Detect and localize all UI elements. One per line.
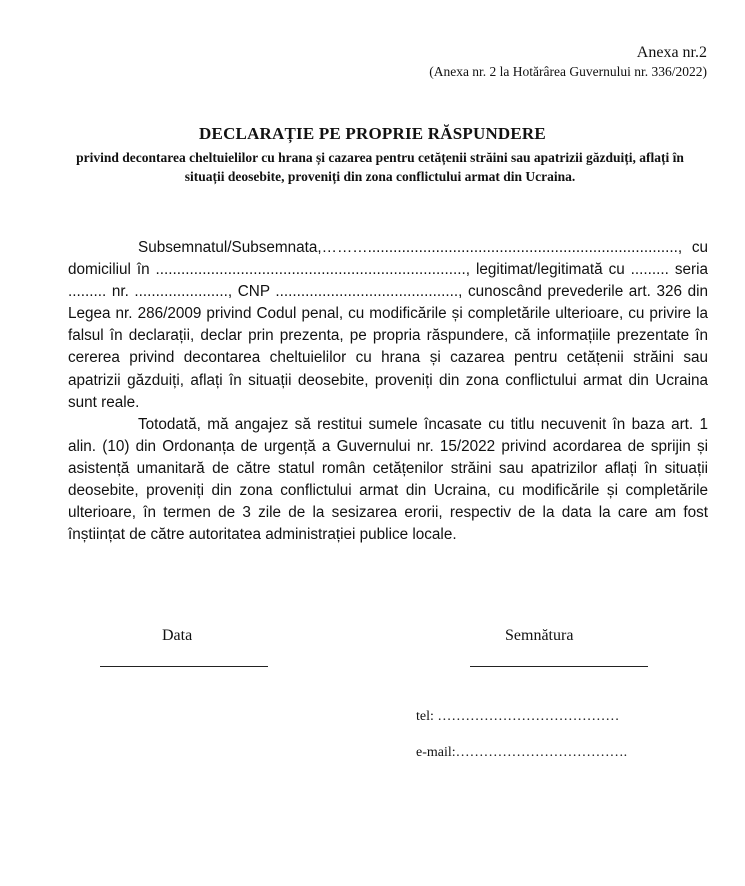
declaration-paragraph: Subsemnatul/Subsemnata,………........................................................................., cu domiciliul în ........................................................................., legitimat/legitimată cu ......... seria ......... nr. ......................, CNP ..........................................., cunoscând prevederile art. 326 din Legea nr. 286/2009 privind Codul penal, cu modificările și completările ulterioare, cu privire la falsul în declarații, declar prin prezenta, pe propria răspundere, că informațiile prezentate în cererea privind decontarea cheltuielilor cu hrana și cazarea pentru cetățenii străini sau apatrizii găzduiți, aflați în situații deosebite, proveniți din zona conflictului armat din Ucraina sunt reale.	[68, 239, 708, 411]
tel-field: tel: …………………………………	[416, 709, 620, 724]
date-line	[100, 666, 268, 667]
signature-line	[470, 666, 648, 667]
signature-label: Semnătura	[505, 627, 574, 644]
declaration-body	[68, 237, 708, 546]
document-title: DECLARAȚIE PE PROPRIE RĂSPUNDERE	[199, 124, 546, 143]
annex-reference: (Anexa nr. 2 la Hotărârea Guvernului nr. 336/2022)	[429, 64, 707, 79]
annex-title: Anexa nr.2	[636, 44, 707, 61]
document-subtitle: privind decontarea cheltuielilor cu hrana și cazarea pentru cetățenii străini sau apatrizii găzduiți, aflați în situații deosebite, proveniți din zona conflictului armat din Ucraina.	[76, 150, 684, 184]
date-label: Data	[162, 627, 193, 644]
email-field: e-mail:……………………………….	[416, 745, 628, 760]
commitment-paragraph: Totodată, mă angajez să restitui sumele încasate cu titlu necuvenit în baza art. 1 alin. (10) din Ordonanța de urgență a Guvernului nr. 15/2022 privind acordarea de sprijin și asistență umanitară de către statul român cetățenilor străini sau apatrizilor aflați în situații deosebite, proveniți din zona conflictului armat din Ucraina, cu modificările și completările ulterioare, în termen de 3 zile de la sesizarea erorii, respectiv de la data la care am fost înștiințat de către autoritatea administrației publice locale.	[68, 415, 708, 544]
